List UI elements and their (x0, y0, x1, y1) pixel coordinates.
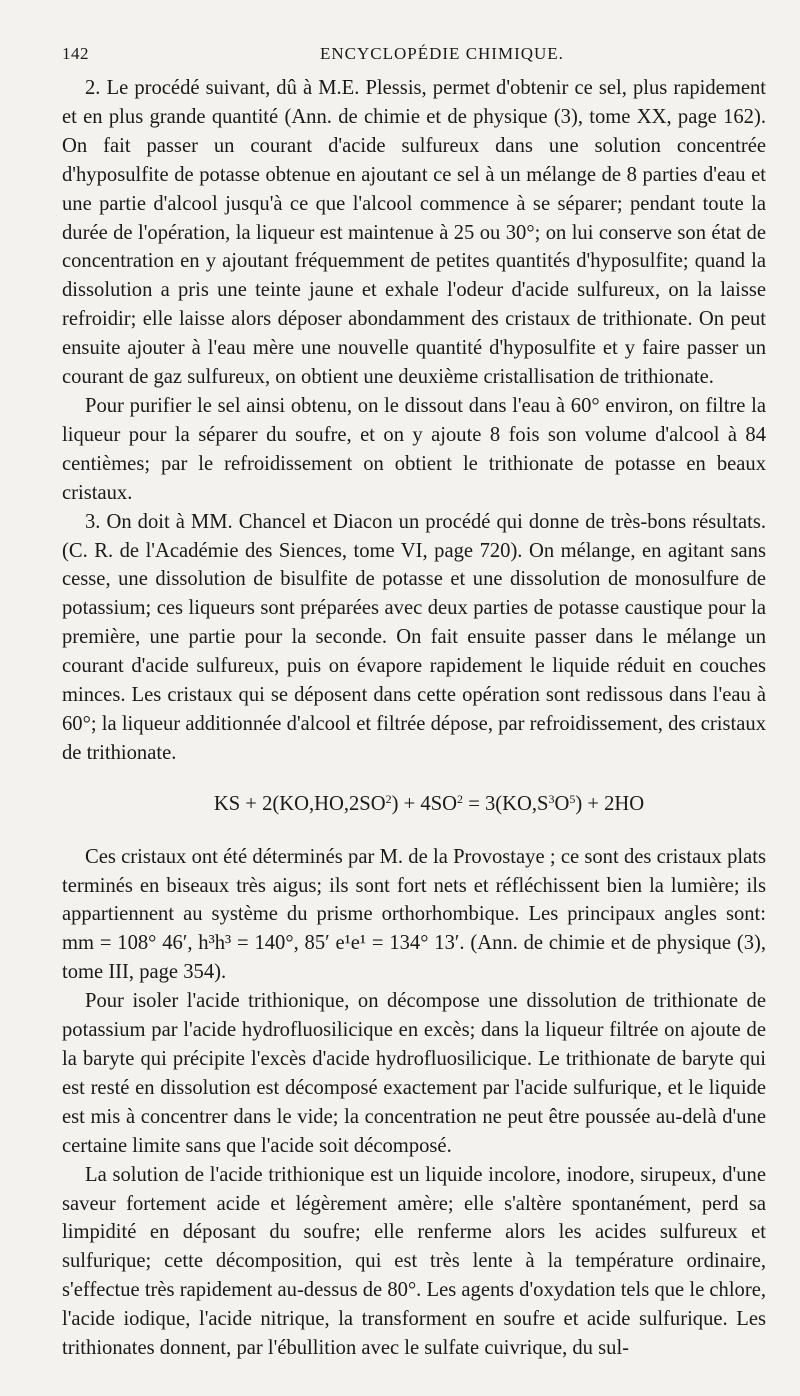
equation-part: KS + 2(KO,HO,2SO (213, 792, 386, 815)
paragraph-crystals: Ces cristaux ont été déterminés par M. de la Provostaye ; ce sont des cristaux plats terminés en biseaux très aigus; ils sont fort nets et réfléchissent bien la lumière; ils appartiennent au système du prisme orthorhombique. Les principaux angles sont: mm = 108° 46′, h³h³ = 140°, 85′ e¹e¹ = 134° 13′. (Ann. de chimie et de physique (3), tome III, page 354). (62, 845, 766, 984)
paragraph-plessis: 2. Le procédé suivant, dû à M.E. Plessis, permet d'obtenir ce sel, plus rapidement et en plus grande quantité (Ann. de chimie et de physique (3), tome XX, page 162). On fait passer un courant d'acide sulfureux dans une solution concentrée d'hyposulfite de potasse obtenue en ajoutant ce sel à un mélange de 8 parties d'eau et une partie d'alcool jusqu'à ce que l'alcool commence à se séparer; pendant toute la durée de l'opération, la liqueur est maintenue à 25 ou 30°; on lui conserve son état de concentration en y ajoutant fréquemment de petites quantités d'hyposulfite; quand la dissolution a pris une teinte jaune et exhale l'odeur d'acide sulfureux, on la laisse refroidir; elle laisse alors déposer abondamment des cristaux de trithionate. On peut ensuite ajouter à l'eau mère une nouvelle quantité d'hyposulfite et y faire passer un courant de gaz sulfureux, on obtient une deuxième cristallisation de trithionate. (62, 77, 766, 389)
page-number: 142 (62, 44, 89, 63)
equation-superscript: 5 (569, 791, 576, 806)
equation-superscript: 3 (548, 791, 555, 806)
equation-part: ) + 4SO (391, 792, 458, 815)
equation-part: ) + 2HO (575, 792, 645, 815)
equation-part: = 3(KO,S (463, 792, 549, 815)
page-header (62, 44, 766, 64)
running-title: ENCYCLOPÉDIE CHIMIQUE. (320, 44, 564, 63)
paragraph-properties: La solution de l'acide trithionique est un liquide incolore, inodore, sirupeux, d'une saveur fortement acide et légèrement amère; elle s'altère spontanément, perd sa limpidité en déposant du soufre; elle renferme alors les acides sulfureux et sulfurique; cette décomposition, qui est très lente à la température ordinaire, s'effectue très rapidement au-dessus de 80°. Les agents d'oxydation tels que le chlore, l'acide iodique, l'acide nitrique, la transforment en soufre et acide sulfurique. Les trithionates donnent, par l'ébullition avec le sulfate cuivrique, du sul- (62, 1163, 766, 1360)
equation-superscript: 2 (457, 791, 464, 806)
paragraph-chancel-diacon: 3. On doit à MM. Chancel et Diacon un procédé qui donne de très-bons résultats. (C. R. de l'Académie des Siences, tome VI, page 720). On mélange, en agitant sans cesse, une dissolution de bisulfite de potasse et une dissolution de monosulfure de potassium; ces liqueurs sont préparées avec deux parties de potasse caustique pour la première, une partie pour la seconde. On fait ensuite passer dans le mélange un courant d'acide sulfureux, puis on évapore rapidement le liquide réduit en couches minces. Les cristaux qui se déposent dans cette opération sont redissous dans l'eau à 60°; la liqueur additionnée d'alcool et filtrée dépose, par refroidissement, des cristaux de trithionate. (62, 510, 766, 764)
equation-superscript: 2 (385, 791, 392, 806)
paragraph-purification: Pour purifier le sel ainsi obtenu, on le dissout dans l'eau à 60° environ, on filtre la liqueur pour la séparer du soufre, et on y ajoute 8 fois son volume d'alcool à 84 centièmes; par le refroidissement on obtient le trithionate de potasse en beaux cristaux. (62, 394, 766, 504)
chemical-equation (62, 790, 766, 819)
equation-part: O (554, 792, 570, 815)
paragraph-isolation: Pour isoler l'acide trithionique, on décompose une dissolution de trithionate de potassium par l'acide hydrofluosilicique en excès; dans la liqueur filtrée on ajoute de la baryte qui précipite l'excès d'acide hydrofluosilicique. Le trithionate de baryte qui est resté en dissolution est décomposé exactement par l'acide sulfurique, et le liquide est mis à concentrer dans le vide; la concentration ne peut être poussée au-delà d'une certaine limite sans que l'acide soit décomposé. (62, 990, 766, 1157)
